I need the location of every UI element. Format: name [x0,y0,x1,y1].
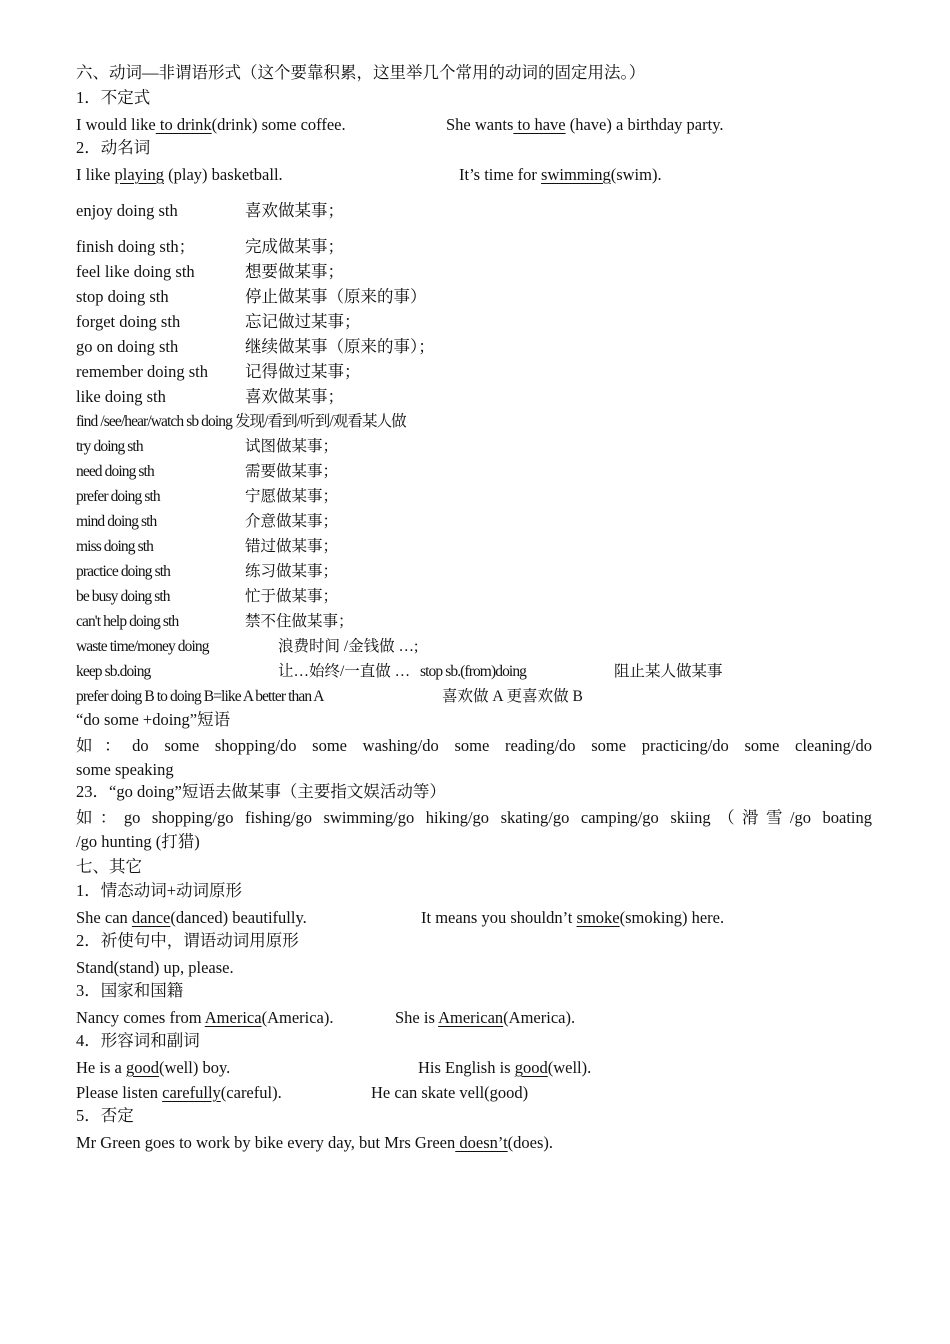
adj-adv-example-2: His English is good(well). [418,1058,592,1077]
adj-adv-example-1: He is a good(well) boy. [76,1058,231,1077]
section-7-heading: 七、其它 [76,857,142,876]
prefer-doing-line: prefer doing B to doing B=like A better than A 喜欢做 A 更喜欢做 B [76,688,583,705]
negation-example: Mr Green goes to work by bike every day, but Mrs Green doesn’t(does). [76,1133,554,1152]
phrase-row: finish doing sth； 完成做某事； [76,237,344,256]
phrase-row: practice doing sth 练习做某事； [76,563,339,580]
phrase-row: forget doing sth 忘记做过某事； [76,312,361,331]
phrase-row: can't help doing sth 禁不住做某事； [76,613,354,630]
phrase-row: need doing sth 需要做某事； [76,463,339,480]
waste-time-line: waste time/money doing 浪费时间 /金钱做 …; [76,638,419,655]
modal-example-2: It means you shouldn’t smoke(smoking) here. [421,908,725,927]
nationality-example-1: Nancy comes from America(America). [76,1008,334,1027]
go-doing-examples-line-2: /go hunting (打猎) [76,832,200,851]
phrase-row: feel like doing sth 想要做某事； [76,262,344,281]
subheading-infinitive: 1．不定式 [76,88,151,107]
subheading-negation: 5．否定 [76,1106,134,1125]
phrase-row: enjoy doing sth 喜欢做某事； [76,201,344,220]
phrase-row: miss doing sth 错过做某事； [76,538,339,555]
do-some-examples-line-2: some speaking [76,760,174,779]
infinitive-example-2: She wants to have (have) a birthday party. [446,115,724,134]
do-some-title: “do some +doing”短语 [76,710,231,729]
phrase-row: prefer doing sth 宁愿做某事； [76,488,339,505]
subheading-imperative: 2．祈使句中，谓语动词用原形 [76,931,299,950]
subheading-modal-verbs: 1．情态动词+动词原形 [76,881,243,900]
phrase-row: try doing sth 试图做某事； [76,438,339,455]
subheading-gerund: 2．动名词 [76,138,151,157]
go-doing-title: 23．“go doing”短语去做某事（主要指文娱活动等） [76,782,446,801]
adj-adv-example-4: He can skate vell(good) [371,1083,529,1102]
gerund-example-2: It’s time for swimming(swim). [459,165,662,184]
section-6-heading: 六、动词—非谓语形式（这个要靠积累，这里举几个常用的动词的固定用法。） [76,63,646,82]
phrase-row: stop doing sth 停止做某事（原来的事） [76,287,427,306]
phrase-row: go on doing sth 继续做某事（原来的事）； [76,337,435,356]
nationality-example-2: She is American(America). [395,1008,576,1027]
subheading-nationality: 3．国家和国籍 [76,981,184,1000]
subheading-adj-adv: 4．形容词和副词 [76,1031,200,1050]
phrase-row: remember doing sth 记得做过某事； [76,362,361,381]
go-doing-examples-line-1: 如：go shopping/go fishing/go swimming/go hiking/go skating/go camping/go skiing（滑雪/go boating [76,808,872,827]
keep-doing-line: keep sb.doing 让…始终/一直做 … stop sb.(from)doing 阻止某人做某事 [76,663,723,680]
imperative-example: Stand(stand) up, please. [76,958,234,977]
gerund-example-1: I like playing (play) basketball. [76,165,283,184]
phrase-row: like doing sth 喜欢做某事； [76,387,344,406]
phrase-row: mind doing sth 介意做某事； [76,513,339,530]
do-some-examples-line-1: 如：do some shopping/do some washing/do some reading/do some practicing/do some cleaning/do [76,736,872,755]
find-see-hear-line: find /see/hear/watch sb doing 发现/看到/听到/观看某人做 [76,413,406,430]
phrase-row: be busy doing sth 忙于做某事； [76,588,339,605]
infinitive-example-1: I would like to drink(drink) some coffee. [76,115,346,134]
adj-adv-example-3: Please listen carefully(careful). [76,1083,282,1102]
modal-example-1: She can dance(danced) beautifully. [76,908,307,927]
